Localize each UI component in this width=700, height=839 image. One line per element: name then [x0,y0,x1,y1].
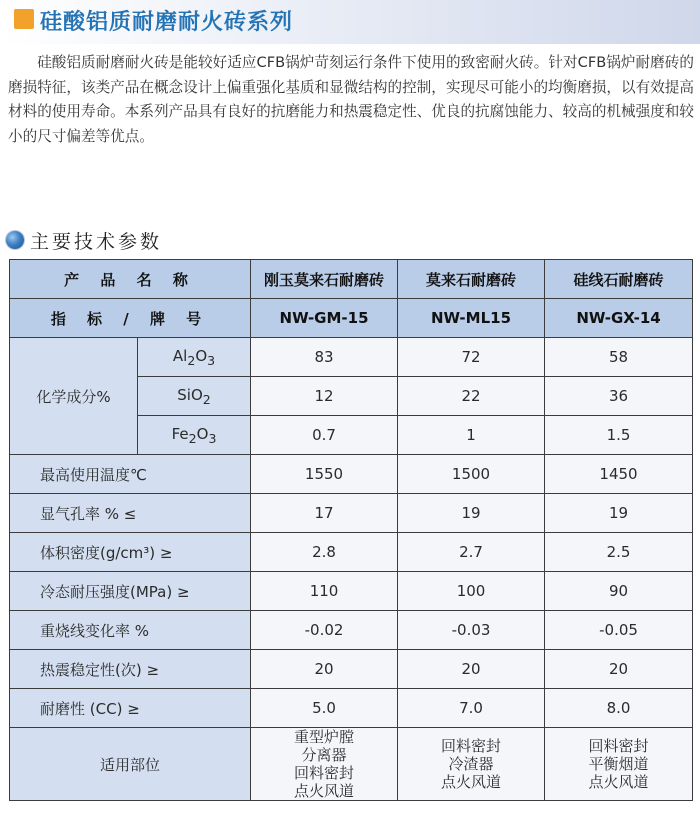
table-cell: 83 [251,338,398,377]
chem-composition-label: 化学成分% [10,338,138,455]
applications-row [10,728,693,801]
application-item: 平衡烟道 [588,755,649,773]
application-item: 回料密封 [294,764,355,782]
table-cell: 36 [545,377,693,416]
table-cell: 1550 [251,455,398,494]
table-cell: 22 [398,377,545,416]
row-label: 冷态耐压强度(MPa) ≥ [10,572,251,611]
row-label: 重烧线变化率 % [10,611,251,650]
table-cell: 8.0 [545,689,693,728]
table-cell: 90 [545,572,693,611]
table-cell: 2.8 [251,533,398,572]
application-item: 冷渣器 [448,755,494,773]
chem-formula: $Al_2O_3$ [138,338,251,377]
row-label: 体积密度(g/cm³) ≥ [10,533,251,572]
table-cell: 58 [545,338,693,377]
applications-cell [251,728,398,801]
table-row [10,494,693,533]
table-cell: 1 [398,416,545,455]
row-label: 热震稳定性(次) ≥ [10,650,251,689]
table-row [10,533,693,572]
application-item: 回料密封 [441,737,502,755]
product-name-cell: 硅线石耐磨砖 [545,260,693,299]
applications-cell [545,728,693,801]
spec-table [9,259,693,801]
table-grade-row [10,299,693,338]
row-label: 显气孔率 % ≤ [10,494,251,533]
table-row [10,338,693,377]
chem-formula: $Fe_2O_3$ [138,416,251,455]
table-cell: -0.05 [545,611,693,650]
product-name-label: 产 品 名 称 [10,260,251,299]
table-row [10,455,693,494]
table-cell: 1.5 [545,416,693,455]
grade-label: 指 标 / 牌 号 [10,299,251,338]
table-cell: -0.03 [398,611,545,650]
table-cell: 1450 [545,455,693,494]
application-item: 点火风道 [294,782,355,800]
section-title: 主要技术参数 [30,231,163,253]
applications-cell [398,728,545,801]
table-cell: 2.7 [398,533,545,572]
circle-bullet-icon [6,231,24,249]
table-cell: 19 [398,494,545,533]
application-item: 回料密封 [588,737,649,755]
row-label: 耐磨性 (CC) ≥ [10,689,251,728]
application-item: 分离器 [301,746,347,764]
applications-label: 适用部位 [10,728,251,801]
application-item: 重型炉膛 [294,728,355,746]
application-item: 点火风道 [441,773,502,791]
table-cell: 12 [251,377,398,416]
grade-cell: NW-GM-15 [251,299,398,338]
grade-cell: NW-GX-14 [545,299,693,338]
table-cell: -0.02 [251,611,398,650]
table-cell: 0.7 [251,416,398,455]
table-row [10,572,693,611]
title-bar [0,0,700,44]
table-cell: 17 [251,494,398,533]
table-cell: 19 [545,494,693,533]
table-row [10,611,693,650]
table-cell: 20 [398,650,545,689]
product-name-cell: 刚玉莫来石耐磨砖 [251,260,398,299]
application-item: 点火风道 [588,773,649,791]
table-cell: 72 [398,338,545,377]
grade-cell: NW-ML15 [398,299,545,338]
table-cell: 1500 [398,455,545,494]
chem-formula: SiO$_2$ [138,377,251,416]
row-label: 最高使用温度℃ [10,455,251,494]
intro-paragraph: 硅酸铝质耐磨耐火砖是能较好适应CFB锅炉苛刻运行条件下使用的致密耐火砖。针对CFB锅炉耐磨砖的磨损特征，该类产品在概念设计上偏重强化基质和显微结构的控制，实现尽可能小的均衡磨损，以有效提高材料的使用寿命。本系列产品具有良好的抗磨能力和热震稳定性、优良的抗腐蚀能力、较高的机械强度和较小的尺寸偏差等优点。 [8,54,694,145]
table-row [10,650,693,689]
table-cell: 20 [545,650,693,689]
table-cell: 5.0 [251,689,398,728]
table-cell: 7.0 [398,689,545,728]
table-header-row [10,260,693,299]
table-cell: 110 [251,572,398,611]
table-cell: 2.5 [545,533,693,572]
table-row [10,689,693,728]
table-cell: 20 [251,650,398,689]
product-name-cell: 莫来石耐磨砖 [398,260,545,299]
table-cell: 100 [398,572,545,611]
orange-square-icon [14,9,34,29]
page-title: 硅酸铝质耐磨耐火砖系列 [40,10,294,35]
